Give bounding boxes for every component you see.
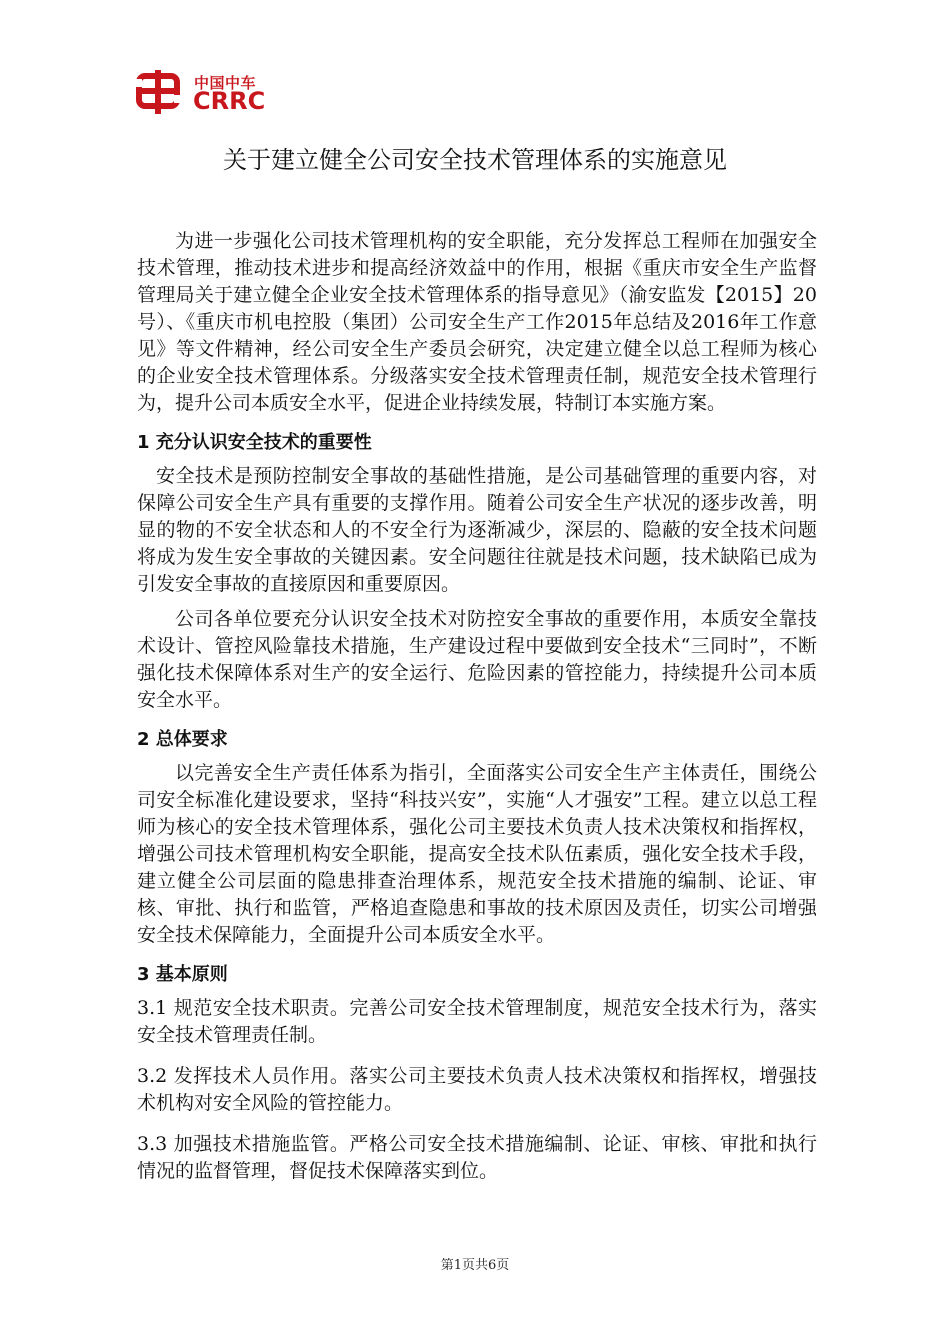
document-body xyxy=(137,228,817,1199)
page-footer: 第1页共6页 xyxy=(440,1258,510,1273)
crrc-logo-icon xyxy=(136,70,180,114)
section-1-paragraph-2: 公司各单位要充分认识安全技术对防控安全事故的重要作用，本质安全靠技术设计、管控风险靠技术措施，生产建设过程中要做到安全技术“三同时”，不断强化技术保障体系对生产的安全运行、危险因素的管控能力，持续提升公司本质安全水平。 xyxy=(137,608,817,711)
section-heading-3: 3 基本原则 xyxy=(137,964,228,985)
principle-item-3-2: 3.2 发挥技术人员作用。落实公司主要技术负责人技术决策权和指挥权，增强技术机构对安全风险的管控能力。 xyxy=(137,1065,817,1114)
logo-cn-text: 中国中车 xyxy=(194,74,257,92)
principle-item-3-1: 3.1 规范安全技术职责。完善公司安全技术管理制度，规范安全技术行为，落实安全技术管理责任制。 xyxy=(137,997,817,1046)
principle-item-3-3: 3.3 加强技术措施监管。严格公司安全技术措施编制、论证、审核、审批和执行情况的监督管理，督促技术保障落实到位。 xyxy=(137,1133,817,1182)
section-2-paragraph-1: 以完善安全生产责任体系为指引，全面落实公司安全生产主体责任，围绕公司安全标准化建设要求，坚持“科技兴安”，实施“人才强安”工程。建立以总工程师为核心的安全技术管理体系，强化公司主要技术负责人技术决策权和指挥权，增强公司技术管理机构安全职能，提高安全技术队伍素质，强化安全技术手段，建立健全公司层面的隐患排查治理体系，规范安全技术措施的编制、论证、审核、审批、执行和监管，严格追查隐患和事故的技术原因及责任，切实公司增强安全技术保障能力，全面提升公司本质安全水平。 xyxy=(137,762,817,946)
section-heading-1: 1 充分认识安全技术的重要性 xyxy=(137,432,372,453)
logo-en-text: CRRC xyxy=(193,87,266,115)
section-1-paragraph-1: 安全技术是预防控制安全事故的基础性措施，是公司基础管理的重要内容，对保障公司安全生产具有重要的支撑作用。随着公司安全生产状况的逐步改善，明显的物的不安全状态和人的不安全行为逐渐减少，深层的、隐蔽的安全技术问题将成为发生安全事故的关键因素。安全问题往往就是技术问题，技术缺陷已成为引发安全事故的直接原因和重要原因。 xyxy=(137,465,817,595)
crrc-logo xyxy=(136,70,286,116)
document-title: 关于建立健全公司安全技术管理体系的实施意见 xyxy=(223,146,727,174)
intro-paragraph: 为进一步强化公司技术管理机构的安全职能，充分发挥总工程师在加强安全技术管理，推动技术进步和提高经济效益中的作用，根据《重庆市安全生产监督管理局关于建立健全企业安全技术管理体系的指导意见》（渝安监发【2015】20号）、《重庆市机电控股（集团）公司安全生产工作2015年总结及2016年工作意见》等文件精神，经公司安全生产委员会研究，决定建立健全以总工程师为核心的企业安全技术管理体系。分级落实安全技术管理责任制，规范安全技术管理行为，提升公司本质安全水平，促进企业持续发展，特制订本实施方案。 xyxy=(137,230,817,414)
section-heading-2: 2 总体要求 xyxy=(137,729,228,750)
